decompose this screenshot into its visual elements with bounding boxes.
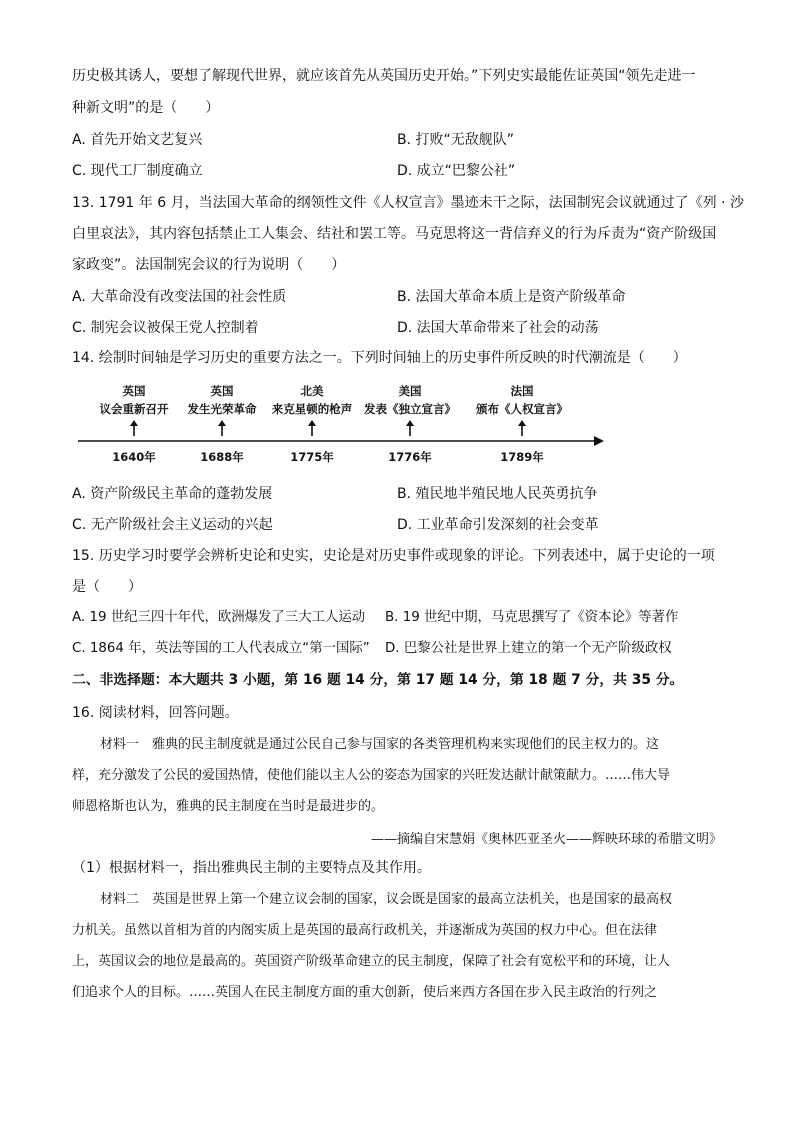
q15-option-b[interactable]: B. 19 世纪中期，马克思撰写了《资本论》等著作 (385, 610, 679, 625)
q16-material2-line3: 上，英国议会的地位是最高的。英国资产阶级革命建立的民主制度，保障了社会有宽松平和的环境，让人 (72, 954, 671, 969)
timeline-place-3: 美国 (398, 384, 422, 398)
timeline-event-1: 发生光荣革命 (187, 402, 257, 416)
timeline-place-4: 法国 (510, 384, 534, 398)
q12-option-d[interactable]: D. 成立“巴黎公社” (397, 163, 516, 179)
q14-option-a[interactable]: A. 资产阶级民主革命的蓬勃发展 (72, 486, 273, 502)
timeline-marker-arrow-1 (218, 420, 226, 426)
q16-subquestion-1: （1）根据材料一，指出雅典民主制的主要特点及其作用。 (72, 860, 431, 876)
q12-stem-line1: 历史极其诱人，要想了解现代世界，就应该首先从英国历史开始。”下列史实最能佐证英国“领先走进一 (72, 68, 696, 84)
q12-option-a[interactable]: A. 首先开始文艺复兴 (72, 132, 203, 148)
q16-material1-line2: 样，充分激发了公民的爱国热情，使他们能以主人公的姿态为国家的兴旺发达献计献策献力。……伟大导 (72, 768, 671, 783)
timeline-marker-arrow-0 (130, 420, 138, 426)
timeline-year-3: 1776年 (388, 450, 432, 464)
timeline-marker-arrow-2 (308, 420, 316, 426)
q13-option-b[interactable]: B. 法国大革命本质上是资产阶级革命 (397, 289, 626, 305)
q13-option-c[interactable]: C. 制宪会议被保王党人控制着 (72, 320, 259, 336)
timeline-year-4: 1789年 (500, 450, 544, 464)
timeline-event-4: 颁布《人权宣言》 (476, 402, 568, 416)
q16-material1-line1: 材料一 雅典的民主制度就是通过公民自己参与国家的各类管理机构来实现他们的民主权力的。这 (100, 737, 660, 752)
q15-stem-line1: 15. 历史学习时要学会辨析史论和史实，史论是对历史事件或现象的评论。下列表述中，属于史论的一项 (72, 548, 715, 564)
q13-stem-line1: 13. 1791 年 6 月，当法国大革命的纲领性文件《人权宣言》墨迹未干之际，法国制宪会议就通过了《列 · 沙 (72, 195, 744, 211)
timeline-event-0: 议会重新召开 (99, 402, 169, 416)
q16-material1-source: ——摘编自宋慧娟《奥林匹亚圣火——辉映环球的希腊文明》 (370, 832, 722, 847)
q16-material2-line4: 们追求个人的目标。……英国人在民主制度方面的重大创新，使后来西方各国在步入民主政治的行列之 (72, 985, 658, 1000)
timeline-event-3: 发表《独立宣言》 (364, 402, 456, 416)
q13-stem-line2: 白里哀法》，其内容包括禁止工人集会、结社和罢工等。马克思将这一背信弃义的行为斥责为“资产阶级国 (72, 226, 717, 242)
q14-option-d[interactable]: D. 工业革命引发深刻的社会变革 (397, 517, 599, 533)
q14-option-b[interactable]: B. 殖民地半殖民地人民英勇抗争 (397, 486, 598, 502)
q15-stem-line2: 是（ ） (72, 579, 142, 595)
timeline-place-1: 英国 (210, 384, 234, 398)
q13-option-a[interactable]: A. 大革命没有改变法国的社会性质 (72, 289, 287, 305)
q13-stem-line3: 家政变”。法国制宪会议的行为说明（ ） (72, 257, 346, 273)
timeline-arrowhead (594, 436, 604, 446)
q16-material2-line2: 力机关。虽然以首相为首的内阁实质上是英国的最高行政机关，并逐渐成为英国的权力中心。但在法律 (72, 923, 658, 938)
q12-option-b[interactable]: B. 打败“无敌舰队” (397, 132, 515, 148)
q14-stem: 14. 绘制时间轴是学习历史的重要方法之一。下列时间轴上的历史事件所反映的时代潮流是（ ） (72, 350, 687, 366)
section2-heading: 二、非选择题：本大题共 3 小题，第 16 题 14 分，第 17 题 14 分，第 18 题 7 分，共 35 分。 (72, 672, 684, 688)
q16-material2-line1: 材料二 英国是世界上第一个建立议会制的国家，议会既是国家的最高立法机关，也是国家的最高权 (100, 892, 673, 907)
q13-option-d[interactable]: D. 法国大革命带来了社会的动荡 (397, 320, 599, 336)
timeline-marker-arrow-3 (406, 420, 414, 426)
q12-stem-line2: 种新文明”的是（ ） (72, 100, 220, 116)
q16-material1-line3: 师恩格斯也认为，雅典的民主制度在当时是最进步的。 (72, 799, 385, 814)
timeline-year-1: 1688年 (200, 450, 244, 464)
timeline-year-2: 1775年 (290, 450, 334, 464)
timeline-place-0: 英国 (122, 384, 146, 398)
q14-option-c[interactable]: C. 无产阶级社会主义运动的兴起 (72, 517, 273, 533)
timeline-place-2: 北美 (300, 384, 324, 398)
timeline-year-0: 1640年 (112, 450, 156, 464)
q12-option-c[interactable]: C. 现代工厂制度确立 (72, 163, 203, 179)
q15-option-d[interactable]: D. 巴黎公社是世界上建立的第一个无产阶级政权 (385, 641, 672, 656)
q15-option-c[interactable]: C. 1864 年，英法等国的工人代表成立“第一国际” (72, 641, 370, 656)
timeline-marker-arrow-4 (518, 420, 526, 426)
timeline-event-2: 来克星顿的枪声 (271, 402, 353, 416)
q15-option-a[interactable]: A. 19 世纪三四十年代，欧洲爆发了三大工人运动 (72, 610, 366, 625)
timeline-figure (72, 378, 612, 478)
q16-stem: 16. 阅读材料，回答问题。 (72, 705, 239, 721)
